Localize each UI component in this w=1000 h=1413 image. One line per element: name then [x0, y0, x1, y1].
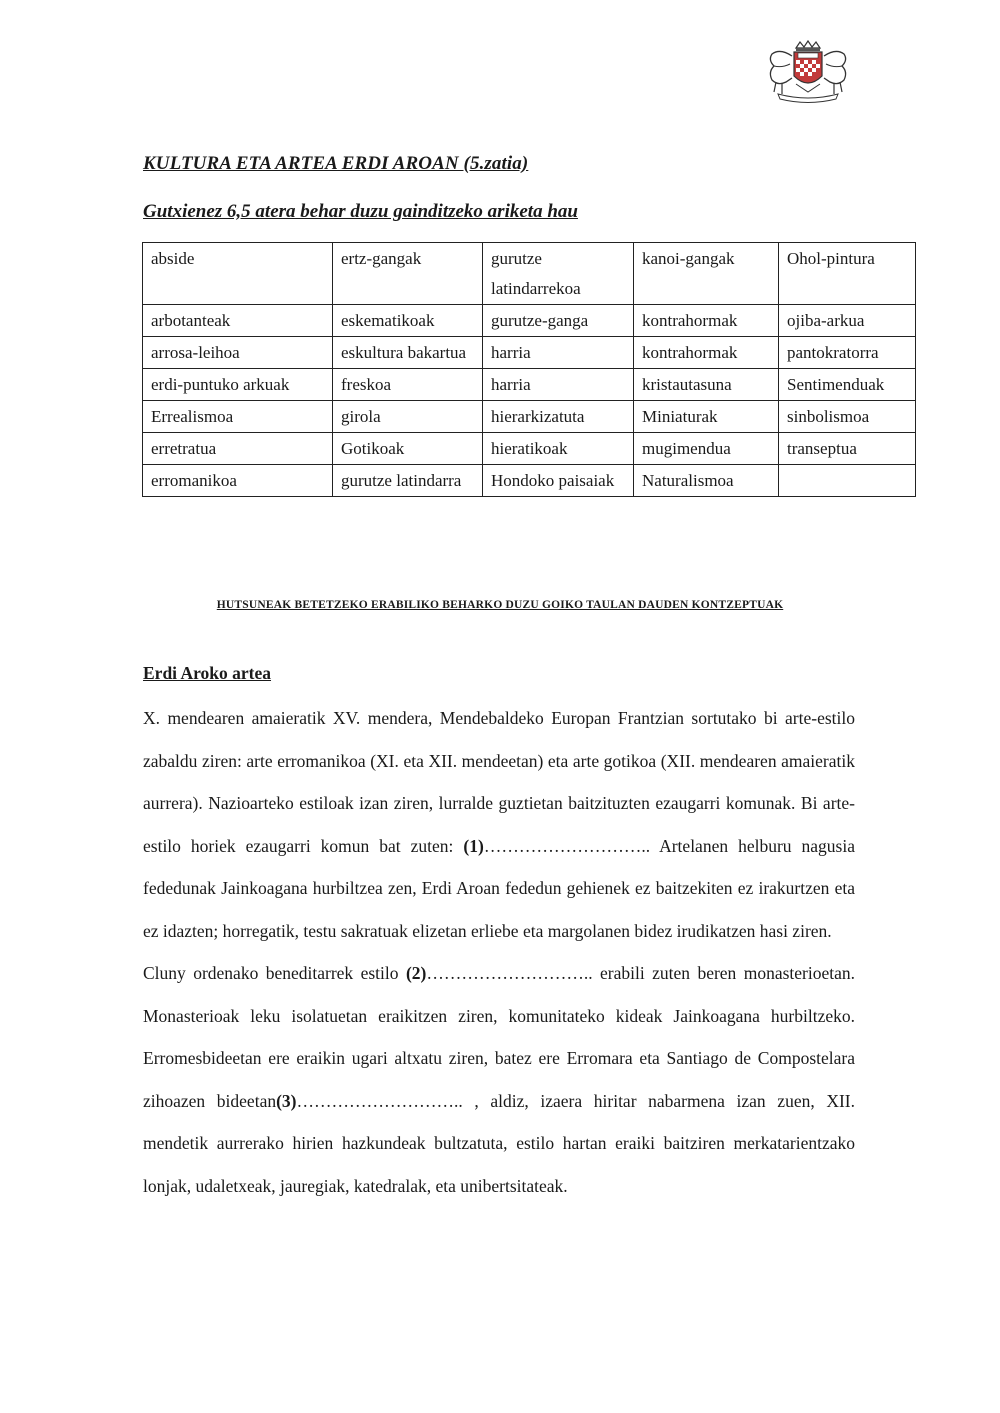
instruction-text: HUTSUNEAK BETETZEKO ERABILIKO BEHARKO DUZU GOIKO TAULAN DAUDEN KONTZEPTUAK — [216, 599, 784, 611]
blank-2-number: (2) — [405, 963, 427, 983]
table-cell: eskematikoak — [333, 305, 483, 337]
section-heading: Erdi Aroko artea — [143, 663, 272, 683]
blank-3-number: (3) — [276, 1090, 297, 1111]
coat-of-arms-icon — [762, 38, 854, 104]
blank-3-dots: ……………………….. , — [296, 1090, 491, 1111]
table-cell: freskoa — [333, 369, 483, 401]
table-cell: Gotikoak — [333, 433, 483, 465]
paragraph-text: Artelanen helburu nagusia fededunak Jainkoagana hurbiltzea zen, Erdi Aroan fededun gehienek ez baitzekiten ez irakurtzen eta ez idazten; horregatik, testu sakratuak elizetan erliebe eta margolanen bidez irudikatzen hasi ziren. — [143, 835, 855, 941]
table-row — [143, 243, 916, 305]
table-cell: gurutze latindarrekoa — [483, 243, 634, 305]
table-cell: gurutze-ganga — [483, 305, 634, 337]
table-cell: erromanikoa — [143, 465, 333, 497]
section-body — [143, 697, 855, 1207]
table-cell: ertz-gangak — [333, 243, 483, 305]
table-cell: Sentimenduak — [779, 369, 916, 401]
blank-2-dots: ……………………….. — [426, 963, 601, 983]
table-cell: Miniaturak — [634, 401, 779, 433]
table-cell: gurutze latindarra — [333, 465, 483, 497]
paragraph-text: Cluny ordenako beneditarrek estilo — [143, 963, 406, 983]
table-cell: transeptua — [779, 433, 916, 465]
paragraph-1 — [143, 697, 855, 952]
document-subtitle: Gutxienez 6,5 atera behar duzu gainditzeko ariketa hau — [143, 201, 578, 222]
table-cell: harria — [483, 369, 634, 401]
table-cell: arbotanteak — [143, 305, 333, 337]
table-cell — [779, 465, 916, 497]
table-row — [143, 337, 916, 369]
table-cell: Errealismoa — [143, 401, 333, 433]
table-cell: sinbolismoa — [779, 401, 916, 433]
blank-1-number: (1) — [463, 835, 484, 856]
table-cell: erdi-puntuko arkuak — [143, 369, 333, 401]
table-cell: girola — [333, 401, 483, 433]
table-cell: kontrahormak — [634, 305, 779, 337]
table-cell: Ohol-pintura — [779, 243, 916, 305]
table-cell: ojiba-arkua — [779, 305, 916, 337]
concepts-table — [142, 242, 916, 497]
table-cell: erretratua — [143, 433, 333, 465]
table-row — [143, 305, 916, 337]
document-title: KULTURA ETA ARTEA ERDI AROAN (5.zatia) — [143, 153, 529, 174]
table-cell: harria — [483, 337, 634, 369]
table-cell: hierarkizatuta — [483, 401, 634, 433]
table-row — [143, 433, 916, 465]
table-cell: pantokratorra — [779, 337, 916, 369]
paragraph-text: erabili zuten beren monasterioetan. Monasterioak leku isolatuetan eraikitzen ziren, komunitateko kideak Jainkoagana hurbiltzeko. Erromesbideetan ere eraikin ugari altxatu ziren, batez ere Erromara eta Santiago de Compostelara zihoazen bideetan — [143, 963, 856, 1111]
paragraph-2 — [143, 952, 855, 1207]
table-cell: arrosa-leihoa — [143, 337, 333, 369]
table-cell: abside — [143, 243, 333, 305]
table-cell: eskultura bakartua — [333, 337, 483, 369]
paragraph-text: X. mendearen amaieratik XV. mendera, Mendebaldeko Europan Frantzian sortutako bi arte-estilo zabaldu ziren: arte erromanikoa (XI. eta XII. mendeetan) eta arte gotikoa (XII. mendearen amaieratik aurrera). Nazioarteko estiloak izan ziren, lurralde guztietan baitzituzten ezaugarri komunak. Bi arte-estilo horiek ezaugarri komun bat zuten: — [143, 708, 855, 856]
table-cell: hieratikoak — [483, 433, 634, 465]
table-cell: kristautasuna — [634, 369, 779, 401]
table-row — [143, 369, 916, 401]
table-row — [143, 465, 916, 497]
table-cell: kanoi-gangak — [634, 243, 779, 305]
table-row — [143, 401, 916, 433]
table-cell: mugimendua — [634, 433, 779, 465]
blank-1-dots: ……………………….. — [483, 835, 660, 856]
table-cell: Naturalismoa — [634, 465, 779, 497]
table-cell: Hondoko paisaiak — [483, 465, 634, 497]
paragraph-text: aldiz, izaera hiritar nabarmena izan zuen, XII. mendetik aurrerako hirien hazkundeak bultzatuta, estilo hartan eraiki baitziren merkatarientzako lonjak, udaletxeak, jauregiak, katedralak, eta unibertsitateak. — [143, 1090, 855, 1196]
table-cell: kontrahormak — [634, 337, 779, 369]
